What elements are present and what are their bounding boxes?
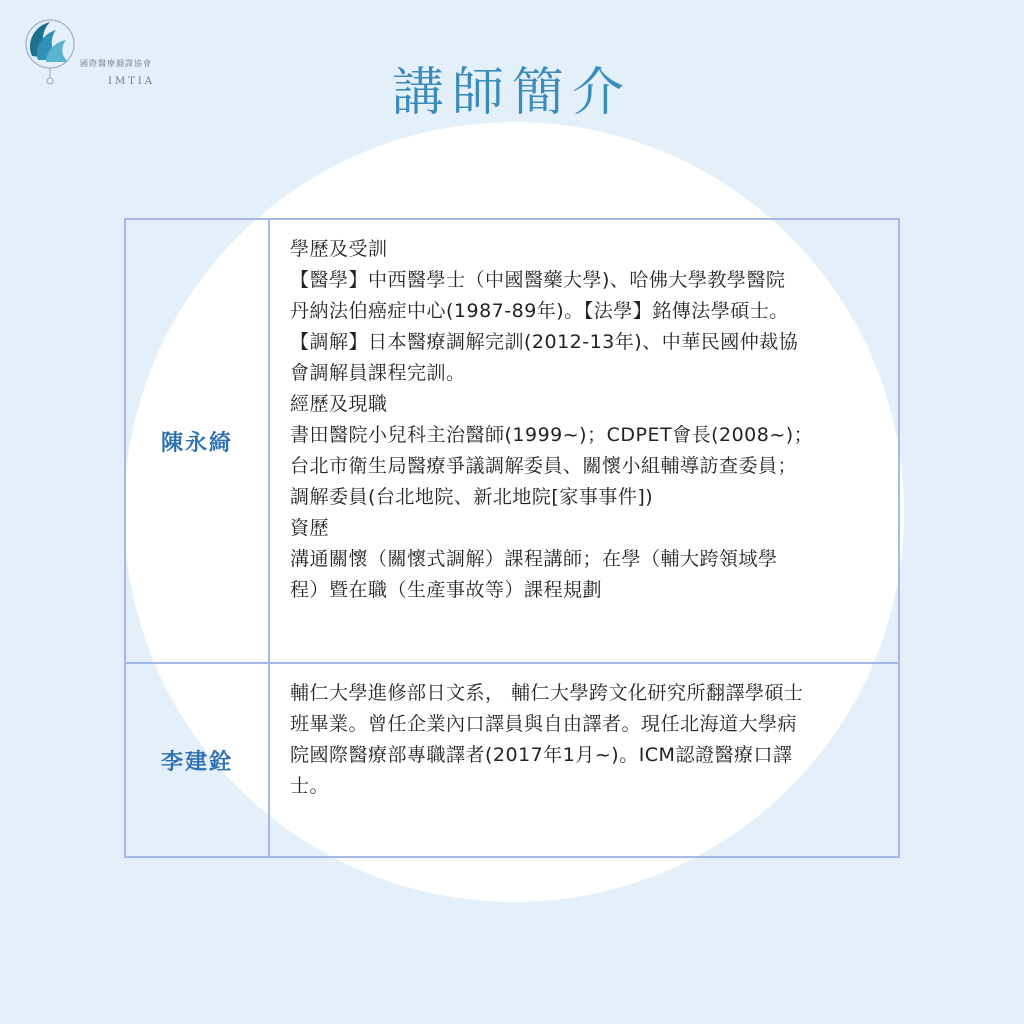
instructor-name: 李建銓: [125, 663, 269, 857]
bio-line: 程）暨在職（生產事故等）課程規劃: [290, 579, 603, 601]
instructor-row: [125, 663, 899, 857]
page-title: 講師簡介: [391, 63, 632, 123]
instructor-name: 陳永綺: [125, 219, 269, 663]
bio-line: 溝通關懷（關懷式調解）課程講師；在學（輔大跨領域學: [290, 548, 778, 570]
logo-org-name: 國際醫療翻譯協會: [80, 59, 152, 68]
logo-abbreviation: IMTIA: [108, 76, 156, 87]
instructor-bio: [269, 663, 899, 857]
bio-line: 【調解】日本醫療調解完訓(2012-13年)、中華民國仲裁協: [290, 331, 799, 353]
instructor-table: [124, 218, 900, 858]
instructor-row: [125, 219, 899, 663]
bio-line: 輔仁大學進修部日文系， 輔仁大學跨文化研究所翻譯學碩士: [290, 682, 804, 704]
bio-line: 經歷及現職: [290, 393, 388, 415]
bio-line: 台北市衛生局醫療爭議調解委員、關懷小組輔導訪查委員；: [290, 455, 798, 477]
bio-line: 調解委員(台北地院、新北地院[家事事件]): [290, 486, 654, 508]
bio-line: 班畢業。曾任企業內口譯員與自由譯者。現任北海道大學病: [290, 713, 798, 735]
bio-line: 丹納法伯癌症中心(1987-89年)。【法學】銘傳法學碩士。: [290, 300, 789, 322]
bio-line: 院國際醫療部專職譯者(2017年1月~)。ICM認證醫療口譯: [290, 744, 793, 766]
bio-line: 會調解員課程完訓。: [290, 362, 466, 384]
instructor-bio: [269, 219, 899, 663]
bio-line: 【醫學】中西醫學士（中國醫藥大學)、哈佛大學教學醫院: [290, 269, 786, 291]
bio-line: 資歷: [290, 517, 330, 539]
bio-line: 學歷及受訓: [290, 238, 388, 260]
bio-line: 士。: [290, 775, 330, 797]
bio-line: 書田醫院小兒科主治醫師(1999~)；CDPET會長(2008~)；: [290, 424, 814, 446]
